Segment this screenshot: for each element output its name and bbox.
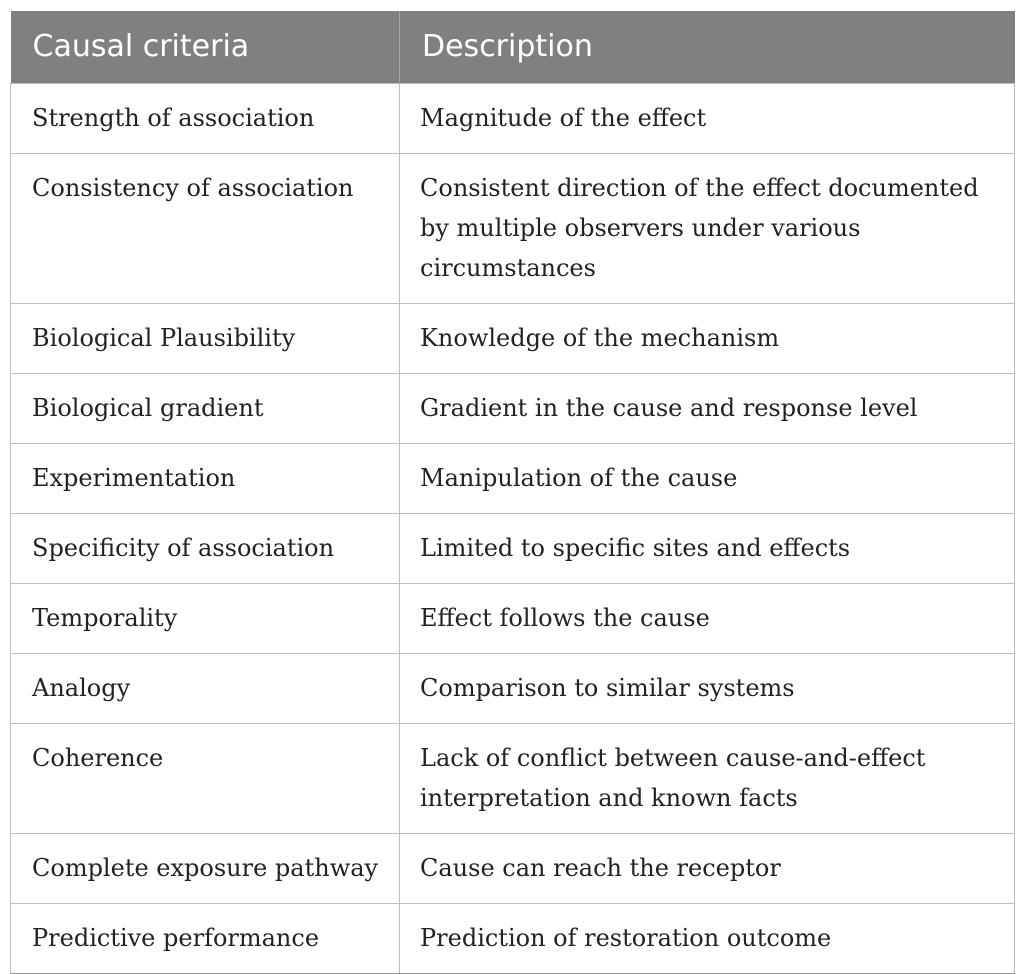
table-row [11, 443, 1015, 513]
cell-criterion: Biological gradient [11, 373, 400, 443]
cell-description: Effect follows the cause [400, 583, 1015, 653]
column-header-description: Description [400, 11, 1015, 83]
cell-description: Gradient in the cause and response level [400, 373, 1015, 443]
cell-criterion: Consistency of association [11, 153, 400, 303]
cell-criterion: Temporality [11, 583, 400, 653]
table-row [11, 833, 1015, 903]
table-body [11, 83, 1015, 973]
cell-description: Prediction of restoration outcome [400, 903, 1015, 973]
table-row [11, 583, 1015, 653]
cell-criterion: Biological Plausibility [11, 303, 400, 373]
table-row [11, 303, 1015, 373]
cell-description: Manipulation of the cause [400, 443, 1015, 513]
causal-criteria-table [10, 11, 1015, 974]
cell-description: Lack of conflict between cause-and-effect interpretation and known facts [400, 723, 1015, 833]
cell-criterion: Complete exposure pathway [11, 833, 400, 903]
cell-criterion: Strength of association [11, 83, 400, 153]
table-header [11, 11, 1015, 83]
table-row [11, 153, 1015, 303]
cell-criterion: Predictive performance [11, 903, 400, 973]
table-row [11, 373, 1015, 443]
causal-criteria-table-wrapper [10, 11, 1014, 974]
cell-criterion: Experimentation [11, 443, 400, 513]
cell-criterion: Analogy [11, 653, 400, 723]
cell-description: Cause can reach the receptor [400, 833, 1015, 903]
cell-description: Comparison to similar systems [400, 653, 1015, 723]
column-header-criteria: Causal criteria [11, 11, 400, 83]
table-row [11, 653, 1015, 723]
cell-criterion: Coherence [11, 723, 400, 833]
cell-description: Consistent direction of the effect documented by multiple observers under various circumstances [400, 153, 1015, 303]
table-row [11, 83, 1015, 153]
table-row [11, 513, 1015, 583]
table-row [11, 903, 1015, 973]
cell-description: Knowledge of the mechanism [400, 303, 1015, 373]
cell-criterion: Specificity of association [11, 513, 400, 583]
header-row [11, 11, 1015, 83]
table-row [11, 723, 1015, 833]
cell-description: Magnitude of the effect [400, 83, 1015, 153]
cell-description: Limited to specific sites and effects [400, 513, 1015, 583]
